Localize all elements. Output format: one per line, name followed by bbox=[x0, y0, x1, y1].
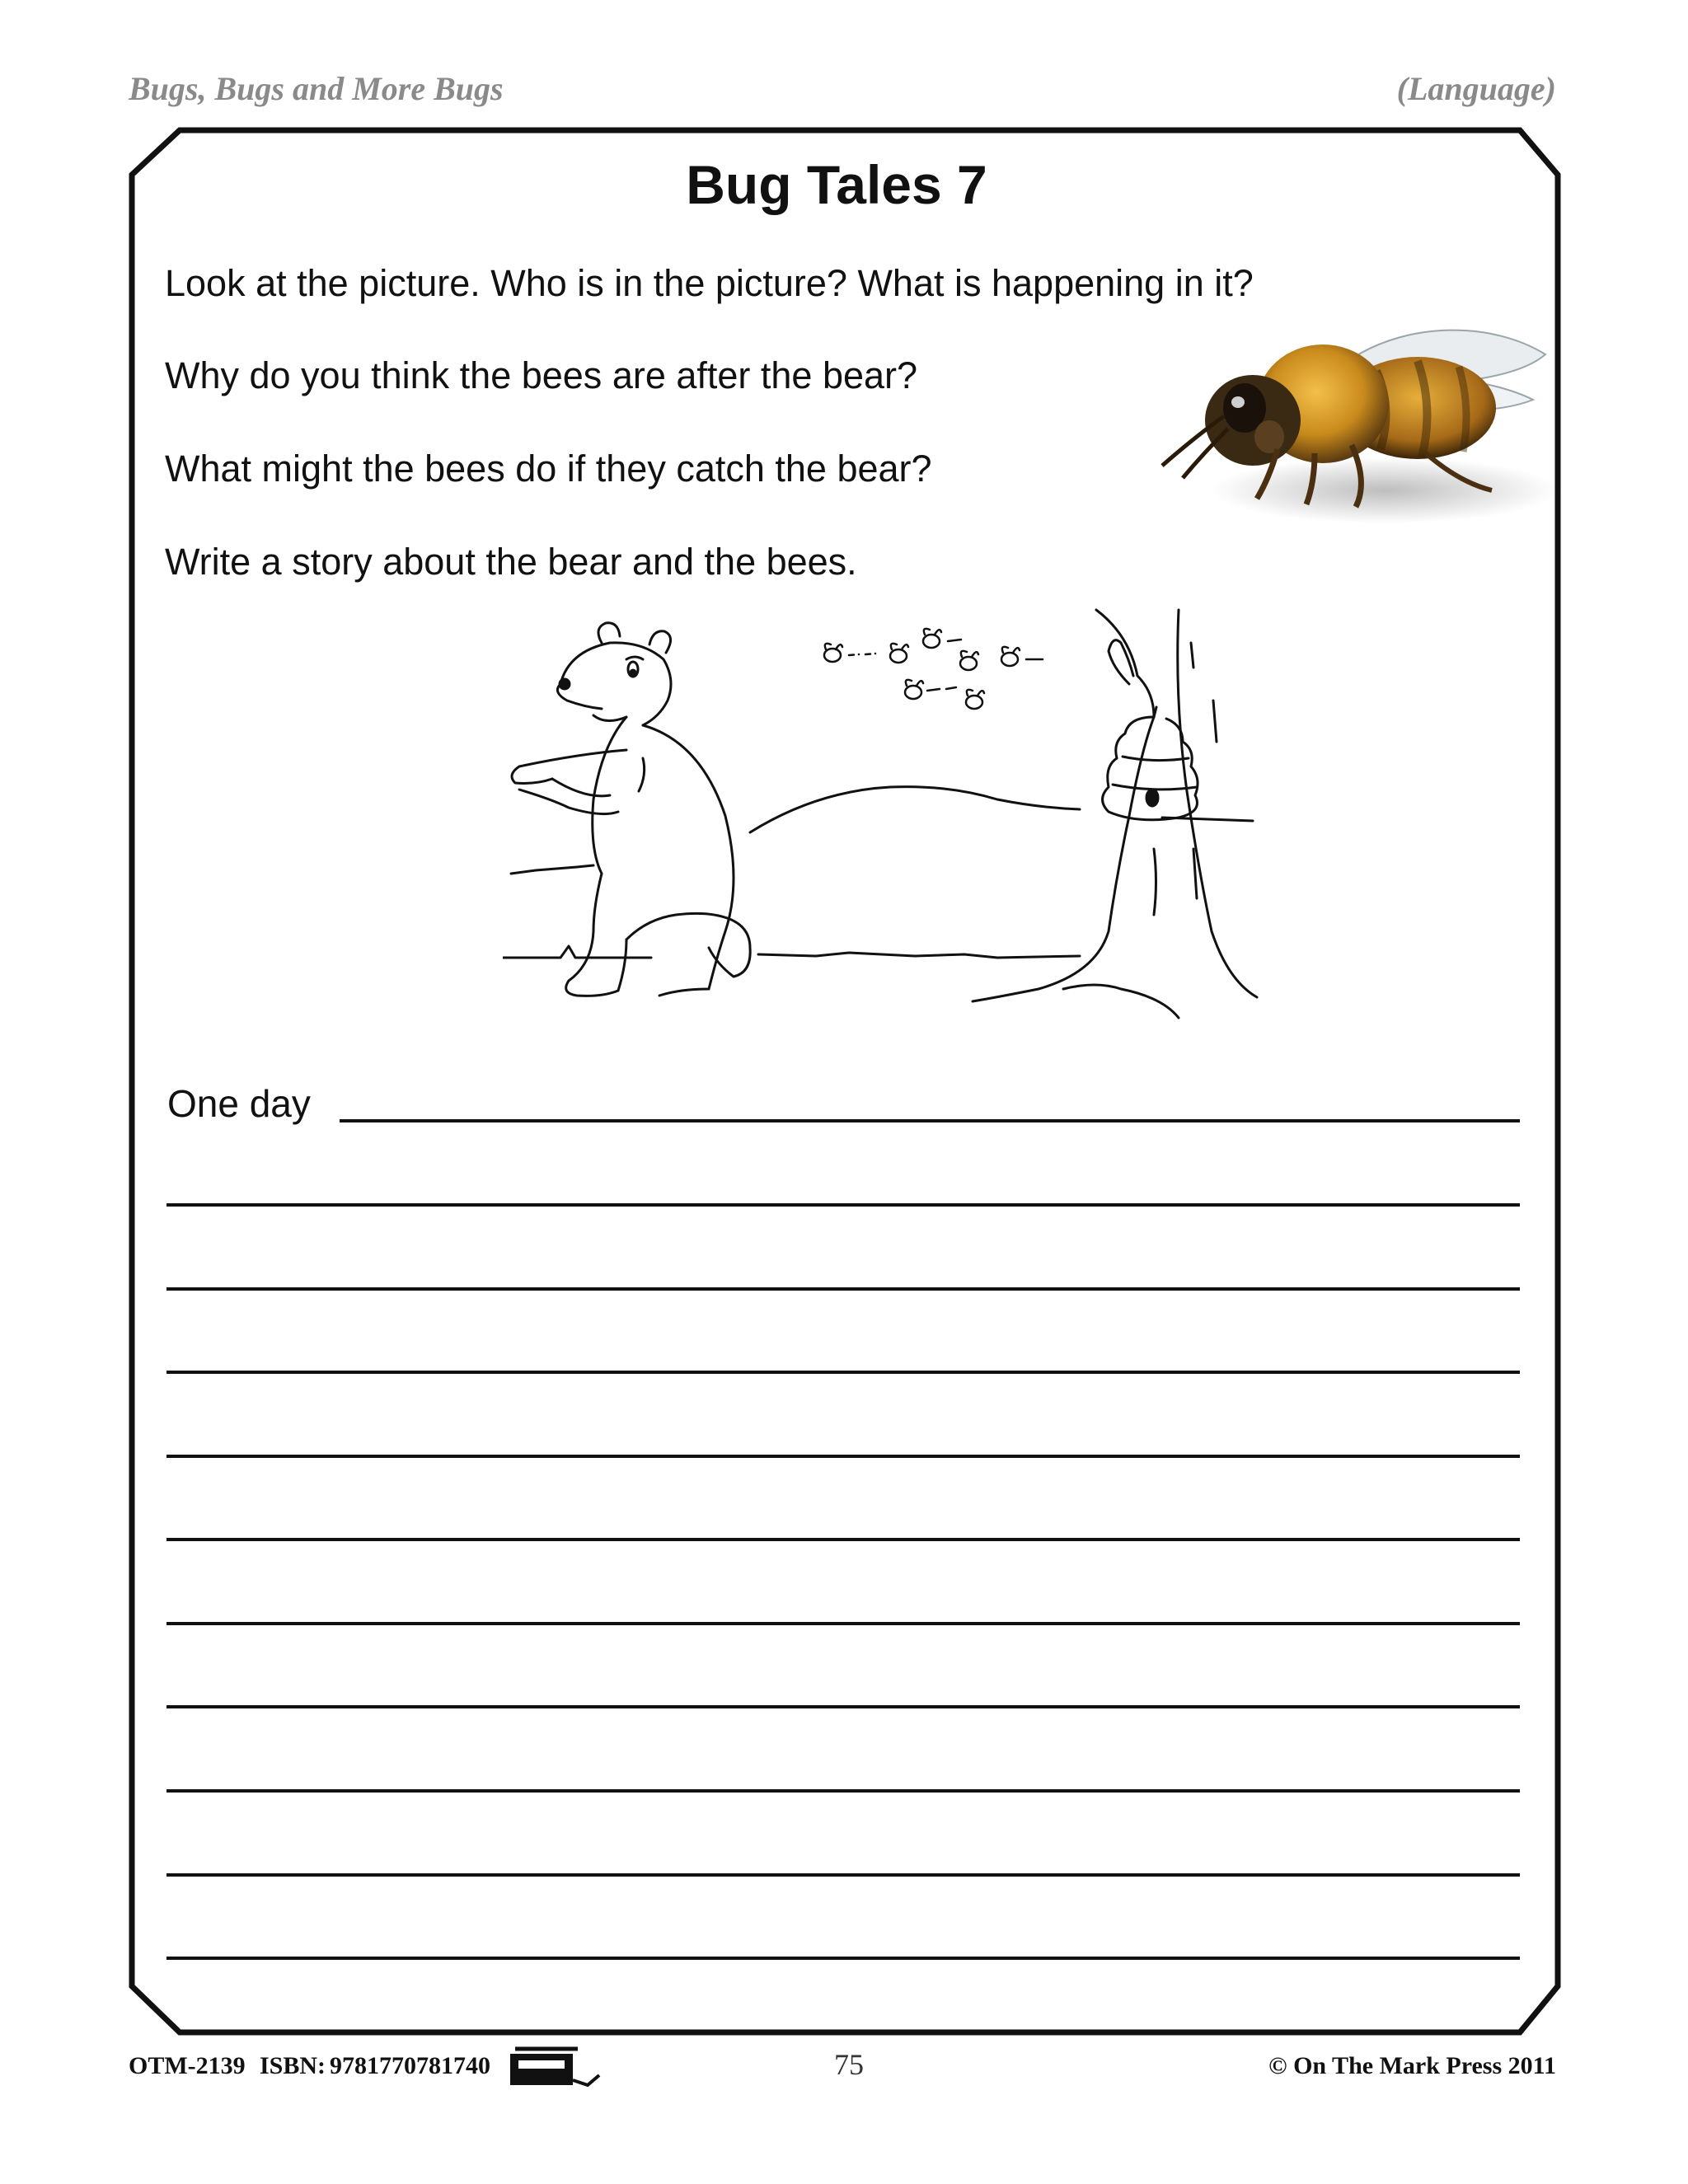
copyright-notice: © On The Mark Press 2011 bbox=[1268, 2052, 1556, 2079]
writing-line[interactable] bbox=[166, 1371, 1520, 1374]
writing-line[interactable] bbox=[166, 1873, 1520, 1877]
writing-line[interactable] bbox=[166, 1957, 1520, 1960]
worksheet-title: Bug Tales 7 bbox=[686, 154, 987, 215]
prompt-look-at-picture: Look at the picture. Who is in the picture? What is happening in it? bbox=[165, 262, 1254, 304]
page-number: 75 bbox=[834, 2048, 864, 2081]
book-title: Bugs, Bugs and More Bugs bbox=[129, 70, 504, 107]
writing-line[interactable] bbox=[166, 1622, 1520, 1625]
bee-photo bbox=[1146, 313, 1566, 544]
product-code: OTM-2139 bbox=[129, 2052, 246, 2079]
isbn-number: 9781770781740 bbox=[330, 2052, 490, 2079]
isbn-label: ISBN: bbox=[260, 2052, 326, 2079]
prompt-why-bees: Why do you think the bees are after the bear? bbox=[165, 354, 918, 396]
writing-line[interactable] bbox=[340, 1119, 1520, 1122]
bear-drawing bbox=[512, 623, 750, 996]
writing-line[interactable] bbox=[166, 1203, 1520, 1207]
bear-bees-tree-scene bbox=[503, 602, 1269, 1047]
story-starter: One day bbox=[167, 1082, 311, 1125]
writing-line[interactable] bbox=[166, 1538, 1520, 1541]
writing-line[interactable] bbox=[166, 1705, 1520, 1708]
prompt-what-might-bees-do: What might the bees do if they catch the bear? bbox=[165, 448, 932, 490]
prompt-write-story: Write a story about the bear and the bees. bbox=[165, 541, 857, 583]
bees-drawing bbox=[824, 629, 1043, 709]
writing-line[interactable] bbox=[166, 1287, 1520, 1291]
subject-label: (Language) bbox=[1396, 70, 1556, 107]
copier-icon bbox=[507, 2042, 602, 2092]
writing-line[interactable] bbox=[166, 1789, 1520, 1793]
writing-line[interactable] bbox=[166, 1455, 1520, 1458]
